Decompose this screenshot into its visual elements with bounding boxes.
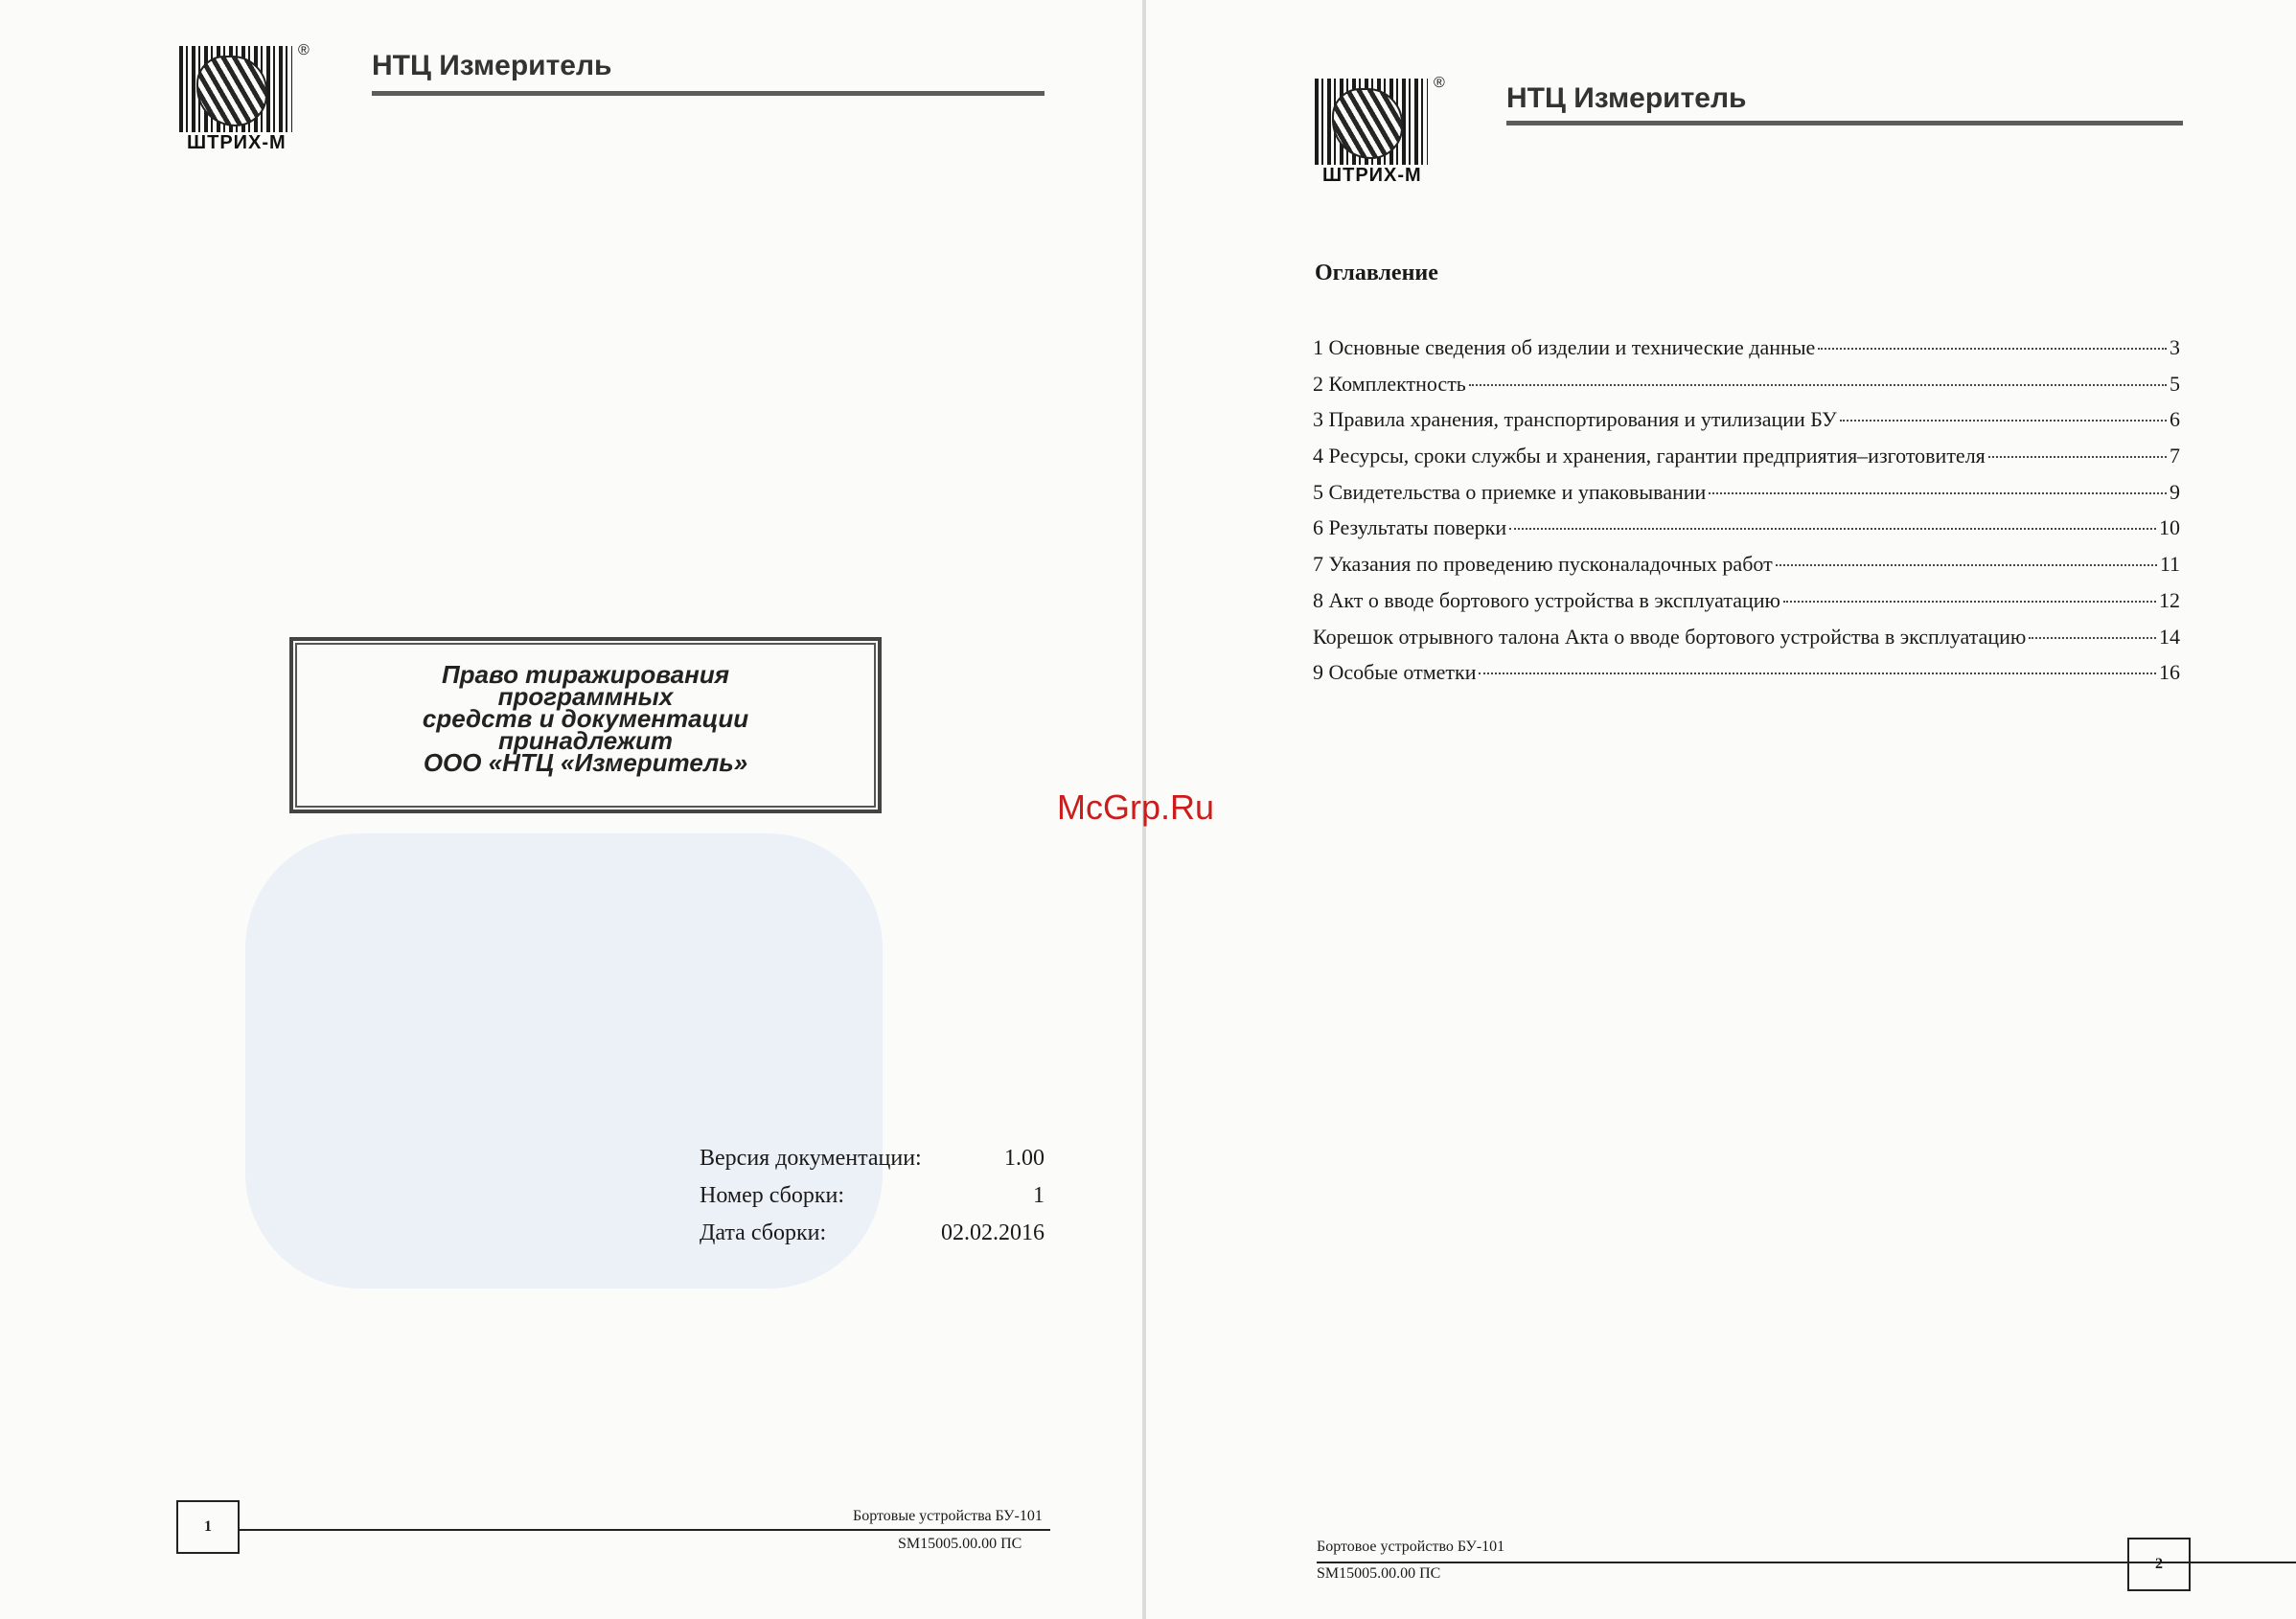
rights-line: средств и документации [422,704,749,733]
company-name: НТЦ Измеритель [372,50,612,81]
toc-item-title: Корешок отрывного талона Акта о вводе бортового устройства в эксплуатацию [1313,624,2027,649]
shtrih-m-logo [1315,75,1449,186]
toc-leader [1469,384,2167,386]
page-number-box: 2 [2127,1538,2191,1591]
info-value: 1 [1033,1183,1045,1208]
toc-item[interactable] [1313,588,2180,625]
build-info [700,1146,1045,1258]
toc-item-title: 9 Особые отметки [1313,660,1477,685]
company-name: НТЦ Измеритель [1506,82,1747,114]
info-label: Версия документации: [700,1146,922,1171]
toc-item-page: 12 [2159,587,2180,612]
info-label: Номер сборки: [700,1183,845,1208]
info-row-date [700,1220,1045,1258]
toc-item-page: 11 [2159,552,2180,577]
toc-leader [2029,637,2156,639]
shtrih-m-logo [179,42,313,153]
registered-mark: ® [1434,75,1445,91]
info-label: Дата сборки: [700,1220,827,1245]
toc-item-title: 5 Свидетельства о приемке и упаковывании [1313,479,1707,504]
toc-item-title: 2 Комплектность [1313,371,1466,396]
footer-title: Бортовые устройства БУ-101 [853,1508,1043,1524]
toc-leader [1783,601,2156,603]
toc-item[interactable] [1313,480,2180,516]
toc-item-title: 3 Правила хранения, транспортирования и утилизации БУ [1313,407,1837,432]
header-rule [1506,121,2183,125]
header-rule [372,91,1045,96]
toc-leader [1709,492,2167,494]
toc-item[interactable] [1313,515,2180,552]
toc-title: Оглавление [1315,261,1438,285]
rights-line: программных [497,682,674,711]
footer-rule [238,1529,1050,1531]
watermark: McGrp.Ru [1057,787,1215,827]
page-number-box: 1 [176,1500,240,1554]
toc-item-title: 7 Указания по проведению пусконаладочных работ [1313,552,1773,577]
logo-brand-text: ШТРИХ-М [187,132,287,153]
toc-item[interactable] [1313,444,2180,480]
info-row-build [700,1183,1045,1220]
toc-leader [1818,348,2167,350]
toc-leader [1509,528,2156,530]
rights-line: Право тиражирования [441,660,730,689]
toc-item-page: 5 [2170,371,2180,396]
toc-item-title: 6 Результаты поверки [1313,515,1507,540]
rights-notice-box [289,637,882,813]
footer-code: SM15005.00.00 ПС [898,1536,1022,1552]
toc-item[interactable] [1313,372,2180,408]
toc-leader [1988,456,2167,458]
toc-item[interactable] [1313,407,2180,444]
rights-line: принадлежит [498,726,673,755]
toc-item-page: 9 [2170,479,2180,504]
info-row-version [700,1146,1045,1183]
toc-item[interactable] [1313,552,2180,588]
logo-brand-text: ШТРИХ-М [1322,165,1422,186]
toc-item-page: 6 [2170,407,2180,432]
footer-code: SM15005.00.00 ПС [1317,1565,1441,1582]
toc-item-title: 1 Основные сведения об изделии и технические данные [1313,335,1816,359]
registered-mark: ® [298,42,310,58]
toc-item[interactable] [1313,625,2180,661]
toc-item-title: 8 Акт о вводе бортового устройства в эксплуатацию [1313,587,1780,612]
toc-item-page: 10 [2159,515,2180,540]
footer-title: Бортовое устройство БУ-101 [1317,1539,1505,1555]
info-value: 02.02.2016 [941,1220,1045,1245]
page-left [0,0,1142,1619]
info-value: 1.00 [1004,1146,1045,1171]
toc-item-page: 14 [2159,624,2180,649]
toc-item-page: 3 [2170,335,2180,359]
toc-leader [1479,673,2156,674]
table-of-contents [1313,335,2180,696]
toc-leader [1776,564,2157,566]
toc-item[interactable] [1313,660,2180,696]
toc-item[interactable] [1313,335,2180,372]
rights-line: ООО «НТЦ «Измеритель» [423,748,748,777]
toc-item-page: 16 [2159,660,2180,685]
toc-item-title: 4 Ресурсы, сроки службы и хранения, гарантии предприятия–изготовителя [1313,444,1986,468]
page-right [1146,0,2296,1619]
rights-notice [293,660,878,777]
toc-leader [1840,420,2167,422]
toc-item-page: 7 [2170,444,2180,468]
